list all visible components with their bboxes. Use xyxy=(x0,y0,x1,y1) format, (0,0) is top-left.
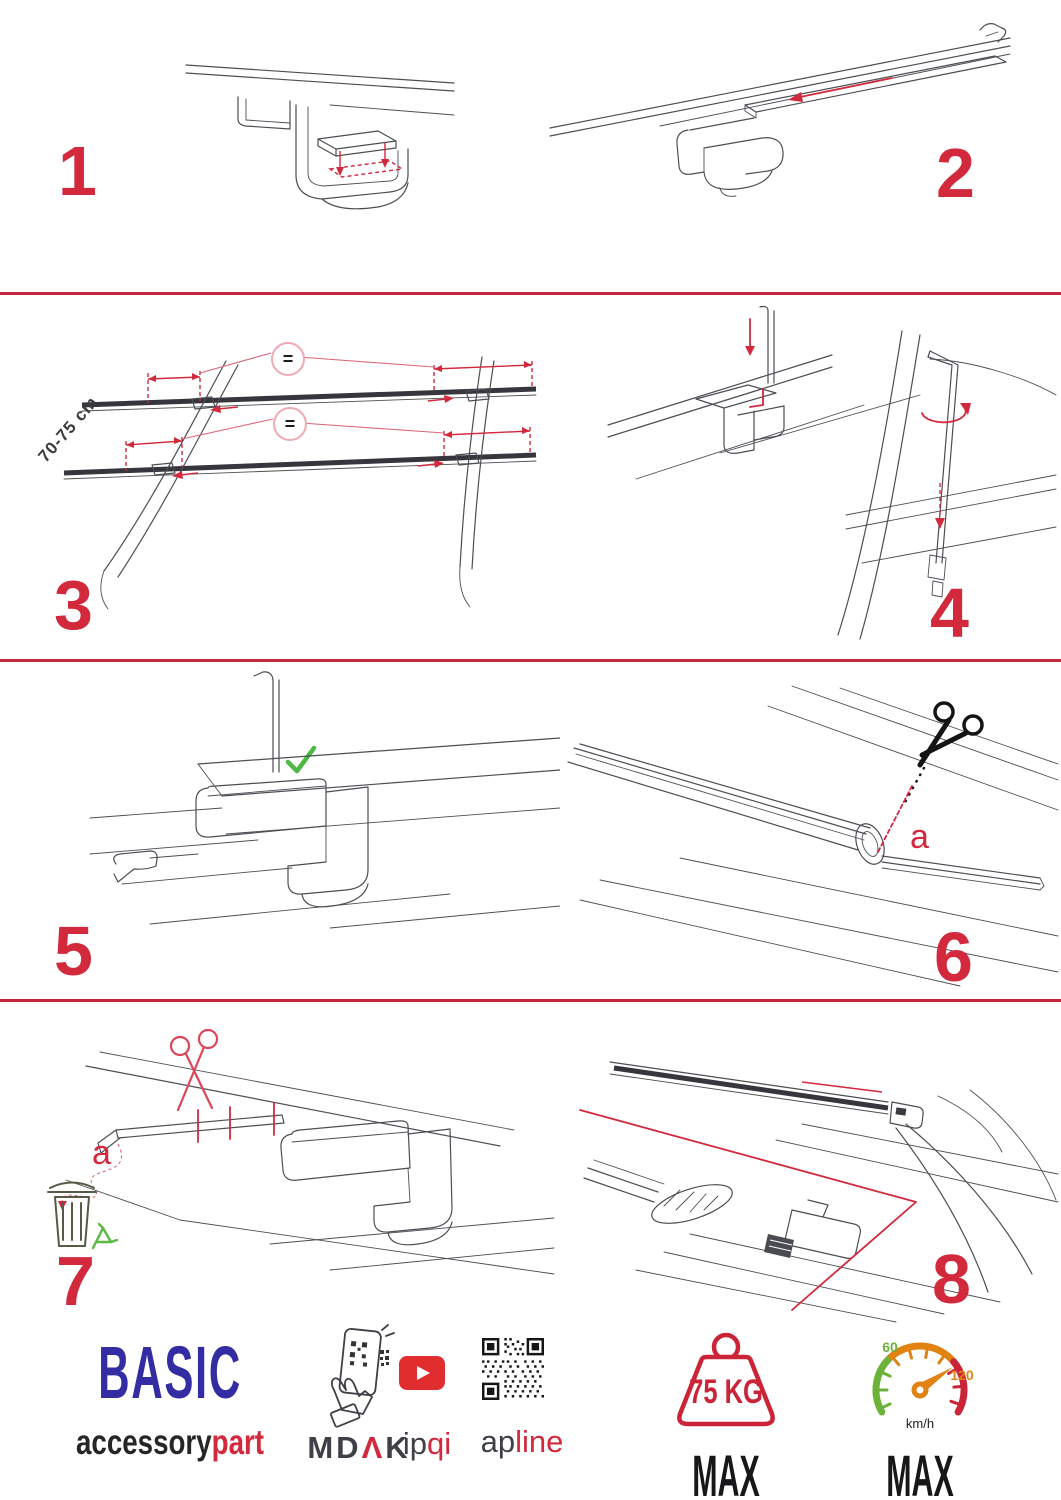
roof-section xyxy=(90,738,560,928)
check-icon xyxy=(288,748,314,771)
step-4-number: 4 xyxy=(930,574,969,652)
weight-value-label: 75 KG xyxy=(689,1373,763,1411)
dimension-brackets xyxy=(126,361,532,471)
phone-qr-scan-icon xyxy=(316,1324,398,1428)
accessorypart-black: accessory xyxy=(75,1421,212,1462)
allen-key xyxy=(928,351,958,597)
scan-flash-line xyxy=(386,1333,394,1336)
mini-qr xyxy=(380,1350,389,1366)
speed-unit-label: km/h xyxy=(905,1416,935,1431)
strip-to-cut xyxy=(98,1103,284,1153)
step-4-illustration xyxy=(600,303,1060,655)
step-1-number: 1 xyxy=(58,132,97,210)
trash-recycle-icon xyxy=(48,1183,117,1249)
weight-max-label: MAX xyxy=(692,1442,760,1500)
roof-ribs xyxy=(580,686,1058,986)
max-weight-icon xyxy=(660,1330,792,1442)
hand-shape xyxy=(332,1378,372,1414)
lever-detail xyxy=(114,851,198,882)
clamp-drawing xyxy=(238,97,408,209)
ceiling-lines xyxy=(66,1052,554,1274)
bar-distance-label: 70-75 cm xyxy=(34,392,102,466)
slide-arrow xyxy=(788,78,892,102)
step-6-number: 6 xyxy=(934,918,973,996)
section-divider xyxy=(0,999,1061,1002)
clamp-assembly xyxy=(281,1121,452,1245)
step-5-number: 5 xyxy=(54,912,93,990)
step-5-illustration xyxy=(30,668,560,1000)
step-7-number: 7 xyxy=(56,1242,95,1320)
equal-spacing-badge-bottom: = xyxy=(273,407,307,441)
locking-rod xyxy=(254,672,279,772)
step-1-illustration xyxy=(180,25,460,255)
speed-max-value-label: 120 xyxy=(950,1367,974,1383)
qr-code xyxy=(482,1338,544,1400)
rubber-strip xyxy=(745,56,1006,118)
cut-part-label: a xyxy=(92,1134,111,1172)
cut-part-label: a xyxy=(910,818,929,856)
scan-flash-line xyxy=(382,1325,388,1330)
speed-min-label: 60 xyxy=(882,1339,898,1355)
equal-spacing-badge-top: = xyxy=(271,342,305,376)
step-6-illustration xyxy=(540,668,1060,1000)
crossbar-end xyxy=(568,744,889,868)
section-divider xyxy=(0,292,1061,295)
accessorypart-logo xyxy=(71,1421,269,1462)
leader-lines xyxy=(580,1110,916,1310)
youtube-icon xyxy=(399,1356,445,1390)
discard-path xyxy=(58,1144,122,1210)
scissors-icon xyxy=(171,1030,217,1110)
section-divider xyxy=(0,659,1061,662)
scissors-icon xyxy=(904,703,982,804)
crossbar-drawing xyxy=(550,24,1010,136)
mdak-logo: MDΛK xyxy=(307,1430,411,1465)
roof-ribs xyxy=(636,1090,1058,1322)
roof-edge-lines xyxy=(186,65,454,115)
wrist-cuff xyxy=(330,1404,360,1428)
step-8-illustration xyxy=(540,1012,1060,1324)
speedometer-icon xyxy=(860,1328,980,1440)
step-8-number: 8 xyxy=(932,1240,971,1318)
step-2-number: 2 xyxy=(936,134,975,212)
hanging-clamp xyxy=(677,118,783,196)
speed-max-label: MAX xyxy=(886,1442,954,1500)
bar-cross-section xyxy=(584,1160,737,1231)
channel-strip xyxy=(882,856,1044,890)
apline-logo: apline xyxy=(480,1424,564,1459)
clamp-with-pin xyxy=(696,307,784,454)
roof-edge-lines xyxy=(608,355,920,479)
step-3-number: 3 xyxy=(54,566,93,644)
ipqi-logo: ipqi xyxy=(402,1426,452,1461)
accessorypart-red: part xyxy=(211,1421,265,1462)
cut-line xyxy=(878,786,912,852)
basic-logo: BASIC xyxy=(98,1330,242,1414)
t-bolt-adapter xyxy=(764,1200,860,1258)
